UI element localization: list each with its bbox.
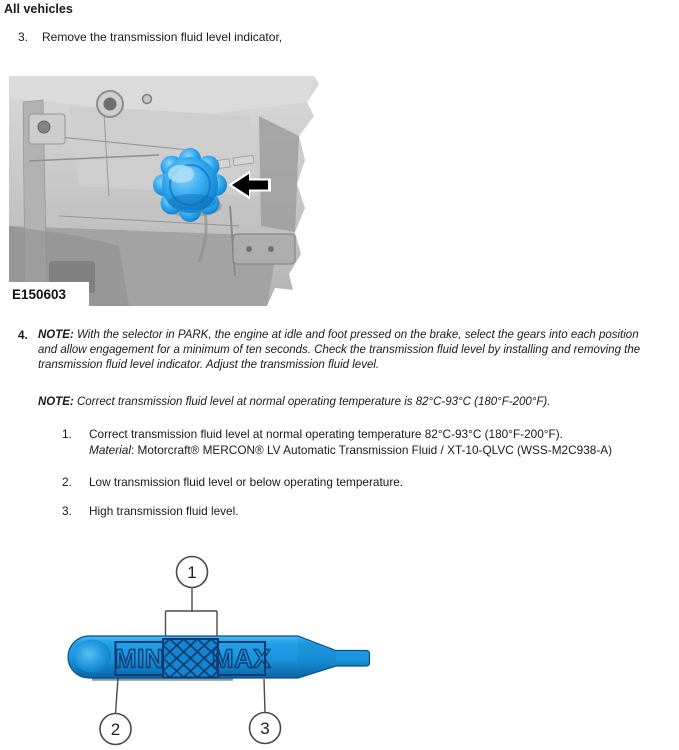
substep2-number: 2. xyxy=(62,475,72,489)
crosshatch-zone xyxy=(163,639,218,678)
dipstick-taper xyxy=(298,636,336,678)
callout-2-number: 2 xyxy=(110,720,121,739)
small-hole xyxy=(143,95,152,104)
section-heading: All vehicles xyxy=(4,2,73,16)
connector-block xyxy=(233,234,295,264)
substep1-number: 1. xyxy=(62,427,72,441)
connector-pin xyxy=(246,246,252,252)
material-text: : Motorcraft® MERCON® LV Automatic Transmission Fluid / XT-10-QLVC (WSS-M2C938-A) xyxy=(130,442,613,457)
bolt-hole xyxy=(104,98,117,111)
note-label: NOTE: xyxy=(38,329,74,341)
note-paragraph-1 xyxy=(38,328,653,374)
figure-code-label: E150603 xyxy=(12,287,67,302)
substep1-text xyxy=(89,427,664,458)
max-marking: MAX xyxy=(211,643,272,674)
substep1-line1: Correct transmission fluid level at normal operating temperature 82°C-93°C (180°F-200°F). xyxy=(89,427,563,441)
dipstick-end-cap xyxy=(73,640,111,673)
fluid-indicator-cap xyxy=(153,148,227,222)
note-paragraph-2 xyxy=(38,395,653,410)
step4-number: 4. xyxy=(18,328,28,342)
material-label: Material xyxy=(89,442,131,457)
note-label: NOTE: xyxy=(38,396,74,408)
bracket-hole xyxy=(38,121,50,133)
step3-number: 3. xyxy=(18,30,29,44)
dipstick-figure xyxy=(0,540,450,750)
engine-figure xyxy=(9,76,329,306)
note-text: Correct transmission fluid level at normal operating temperature is 82°C-93°C (180°F-200°F). xyxy=(73,396,551,408)
connector-pin xyxy=(268,246,274,252)
callout-3-number: 3 xyxy=(260,719,270,738)
min-marking: MIN xyxy=(114,643,165,674)
substep3-number: 3. xyxy=(62,504,72,518)
substep1-material-line xyxy=(89,443,664,459)
case-facet-right xyxy=(259,116,299,232)
note-text: With the selector in PARK, the engine at idle and foot pressed on the brake, select the gears into each position and allow engagement for a minimum of ten seconds. Check the transmission fluid level by installing and removing the transmission fluid level indicator. Adjust the transmission fluid level. xyxy=(38,329,641,372)
substep3-text: High transmission fluid level. xyxy=(89,504,239,518)
substep2-text: Low transmission fluid level or below operating temperature. xyxy=(89,475,404,489)
step3-text: Remove the transmission fluid level indicator, xyxy=(42,30,283,44)
callout-1-number: 1 xyxy=(187,563,197,582)
